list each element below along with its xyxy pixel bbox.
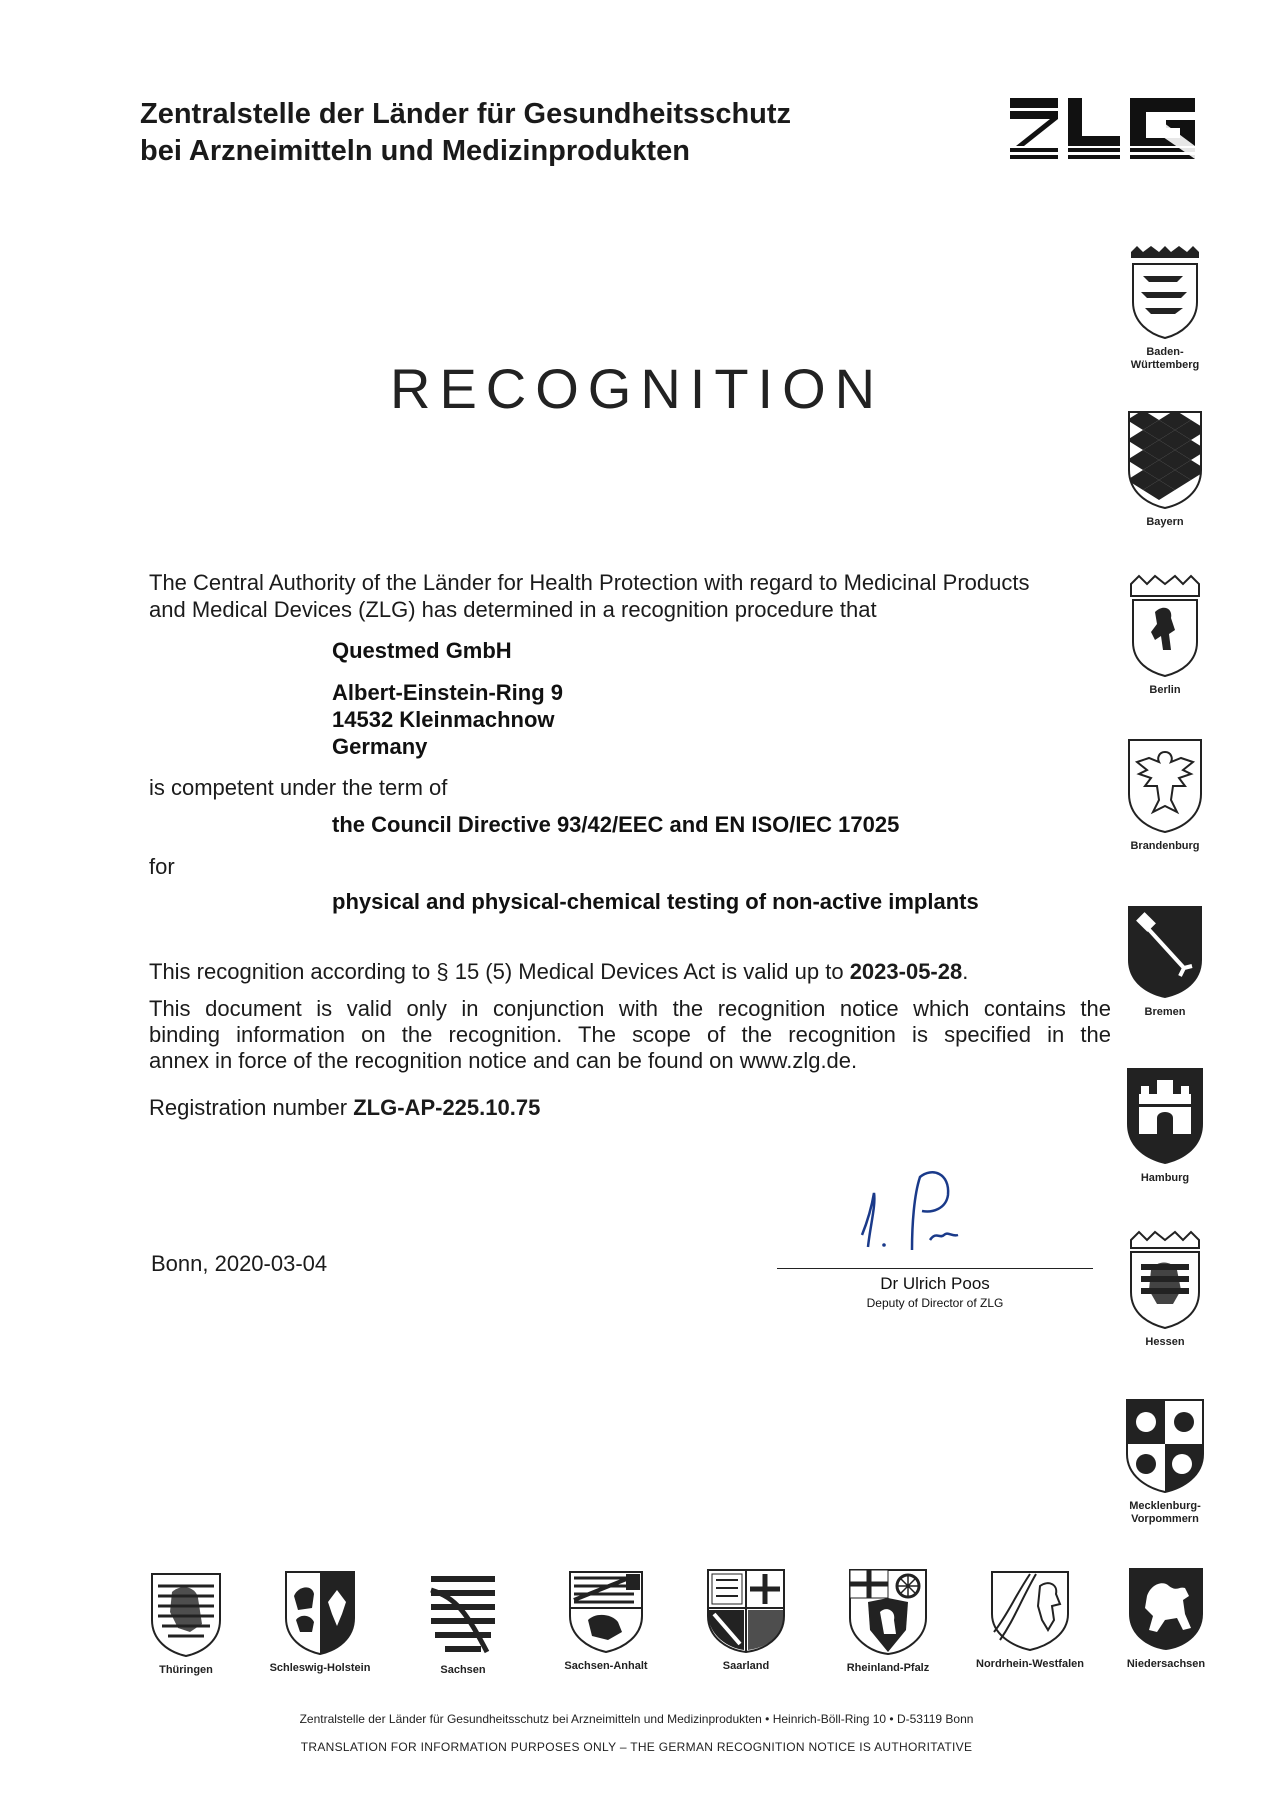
registration-number: ZLG-AP-225.10.75 [353,1095,541,1120]
intro-line-1: The Central Authority of the Länder for Health Protection with regard to Medicinal Products [149,570,1030,595]
bremen-crest-icon [1126,904,1204,1000]
crest-saarland [676,1568,816,1673]
header-line-2: bei Arzneimitteln und Medizinprodukten [140,135,690,167]
state-brandenburg: Brandenburg [1130,840,1200,852]
signature [850,1165,970,1260]
crest-baden-wuerttemberg [1110,244,1220,372]
crest-rheinland-pfalz [818,1568,958,1675]
validity-statement [149,958,968,985]
state-mecklenburg-vorpommern: Mecklenburg- Vorpommern [1129,1500,1201,1525]
signatory [777,1274,1093,1310]
nordrhein-westfalen-crest-icon [990,1570,1070,1652]
hessen-crest-icon [1125,1230,1205,1330]
signatory-title: Deputy of Director of ZLG [866,1296,1004,1310]
registration-label: Registration number [149,1095,348,1120]
state-saarland: Saarland [722,1660,770,1672]
state-berlin: Berlin [1149,684,1181,696]
state-schleswig-holstein: Schleswig-Holstein [269,1662,371,1674]
crest-bayern [1110,410,1220,529]
crest-hessen [1110,1230,1220,1349]
intro-paragraph [149,569,1029,623]
signature-line [777,1268,1093,1269]
company-street: Albert-Einstein-Ring 9 [332,680,564,705]
state-thueringen: Thüringen [159,1664,213,1676]
company-city: 14532 Kleinmachnow [332,707,555,732]
document-title: RECOGNITION [390,357,885,420]
zlg-logo [1010,98,1195,164]
hamburg-crest-icon [1125,1066,1205,1166]
saarland-crest-icon [706,1568,786,1654]
crest-sachsen-anhalt [536,1570,676,1673]
state-rheinland-pfalz: Rheinland-Pfalz [846,1662,930,1674]
state-sachsen: Sachsen [440,1664,486,1676]
for-label: for [149,854,175,879]
crest-mecklenburg-vorpommern [1110,1398,1220,1526]
bayern-crest-icon [1127,410,1203,510]
note-line-2: binding information on the recognition. The scope of the recognition is specified in the [149,1022,1111,1047]
place-date: Bonn, 2020-03-04 [151,1251,328,1276]
crest-berlin [1110,574,1220,697]
signatory-name: Dr Ulrich Poos [880,1274,990,1293]
state-nordrhein-westfalen: Nordrhein-Westfalen [976,1658,1084,1670]
footer-disclaimer: TRANSLATION FOR INFORMATION PURPOSES ONLY – THE GERMAN RECOGNITION NOTICE IS AUTHORITATIVE [300,1740,973,1754]
header-line-1: Zentralstelle der Länder für Gesundheitsschutz [140,98,792,130]
crest-hamburg [1110,1066,1220,1185]
company-name: Questmed GmbH [332,638,512,663]
rheinland-pfalz-crest-icon [848,1568,928,1656]
intro-line-2: and Medical Devices (ZLG) has determined in a recognition procedure that [149,597,877,622]
state-baden-wuerttemberg: Baden- Württemberg [1130,346,1200,371]
crest-bremen [1110,904,1220,1019]
validity-text: This recognition according to § 15 (5) Medical Devices Act is valid up to [149,959,844,984]
crest-niedersachsen [1096,1566,1236,1671]
berlin-crest-icon [1125,574,1205,678]
authority-header [140,96,791,170]
sachsen-anhalt-crest-icon [568,1570,644,1654]
mecklenburg-vorpommern-crest-icon [1125,1398,1205,1494]
company-address [332,679,563,760]
competent-label: is competent under the term of [149,775,448,800]
crest-nordrhein-westfalen [960,1570,1100,1671]
thueringen-crest-icon [150,1572,222,1658]
validity-suffix: . [962,959,969,984]
state-hessen: Hessen [1145,1336,1185,1348]
crest-thueringen [116,1572,256,1677]
company-country: Germany [332,734,428,759]
footer-address: Zentralstelle der Länder für Gesundheitsschutz bei Arzneimitteln und Medizinprodukten • Heinrich-Böll-Ring 10 • D-53119 Bonn [299,1712,974,1726]
validity-date: 2023-05-28 [849,959,963,984]
note-paragraph [149,996,1111,1074]
schleswig-holstein-crest-icon [284,1570,356,1656]
crest-sachsen [393,1574,533,1677]
brandenburg-crest-icon [1127,738,1203,834]
state-bremen: Bremen [1144,1006,1186,1018]
baden-wuerttemberg-crest-icon [1125,244,1205,340]
state-hamburg: Hamburg [1140,1172,1190,1184]
state-bayern: Bayern [1146,516,1184,528]
state-sachsen-anhalt: Sachsen-Anhalt [564,1660,648,1672]
crest-brandenburg [1110,738,1220,853]
sachsen-crest-icon [427,1574,499,1658]
state-niedersachsen: Niedersachsen [1126,1658,1206,1670]
note-line-3: annex in force of the recognition notice and can be found on www.zlg.de. [149,1048,858,1073]
registration [149,1094,540,1121]
niedersachsen-crest-icon [1127,1566,1205,1652]
note-line-1: This document is valid only in conjunction with the recognition notice which contains the [149,996,1111,1021]
crest-schleswig-holstein [250,1570,390,1675]
scope: physical and physical-chemical testing of non-active implants [332,889,979,914]
directive: the Council Directive 93/42/EEC and EN ISO/IEC 17025 [332,812,900,837]
